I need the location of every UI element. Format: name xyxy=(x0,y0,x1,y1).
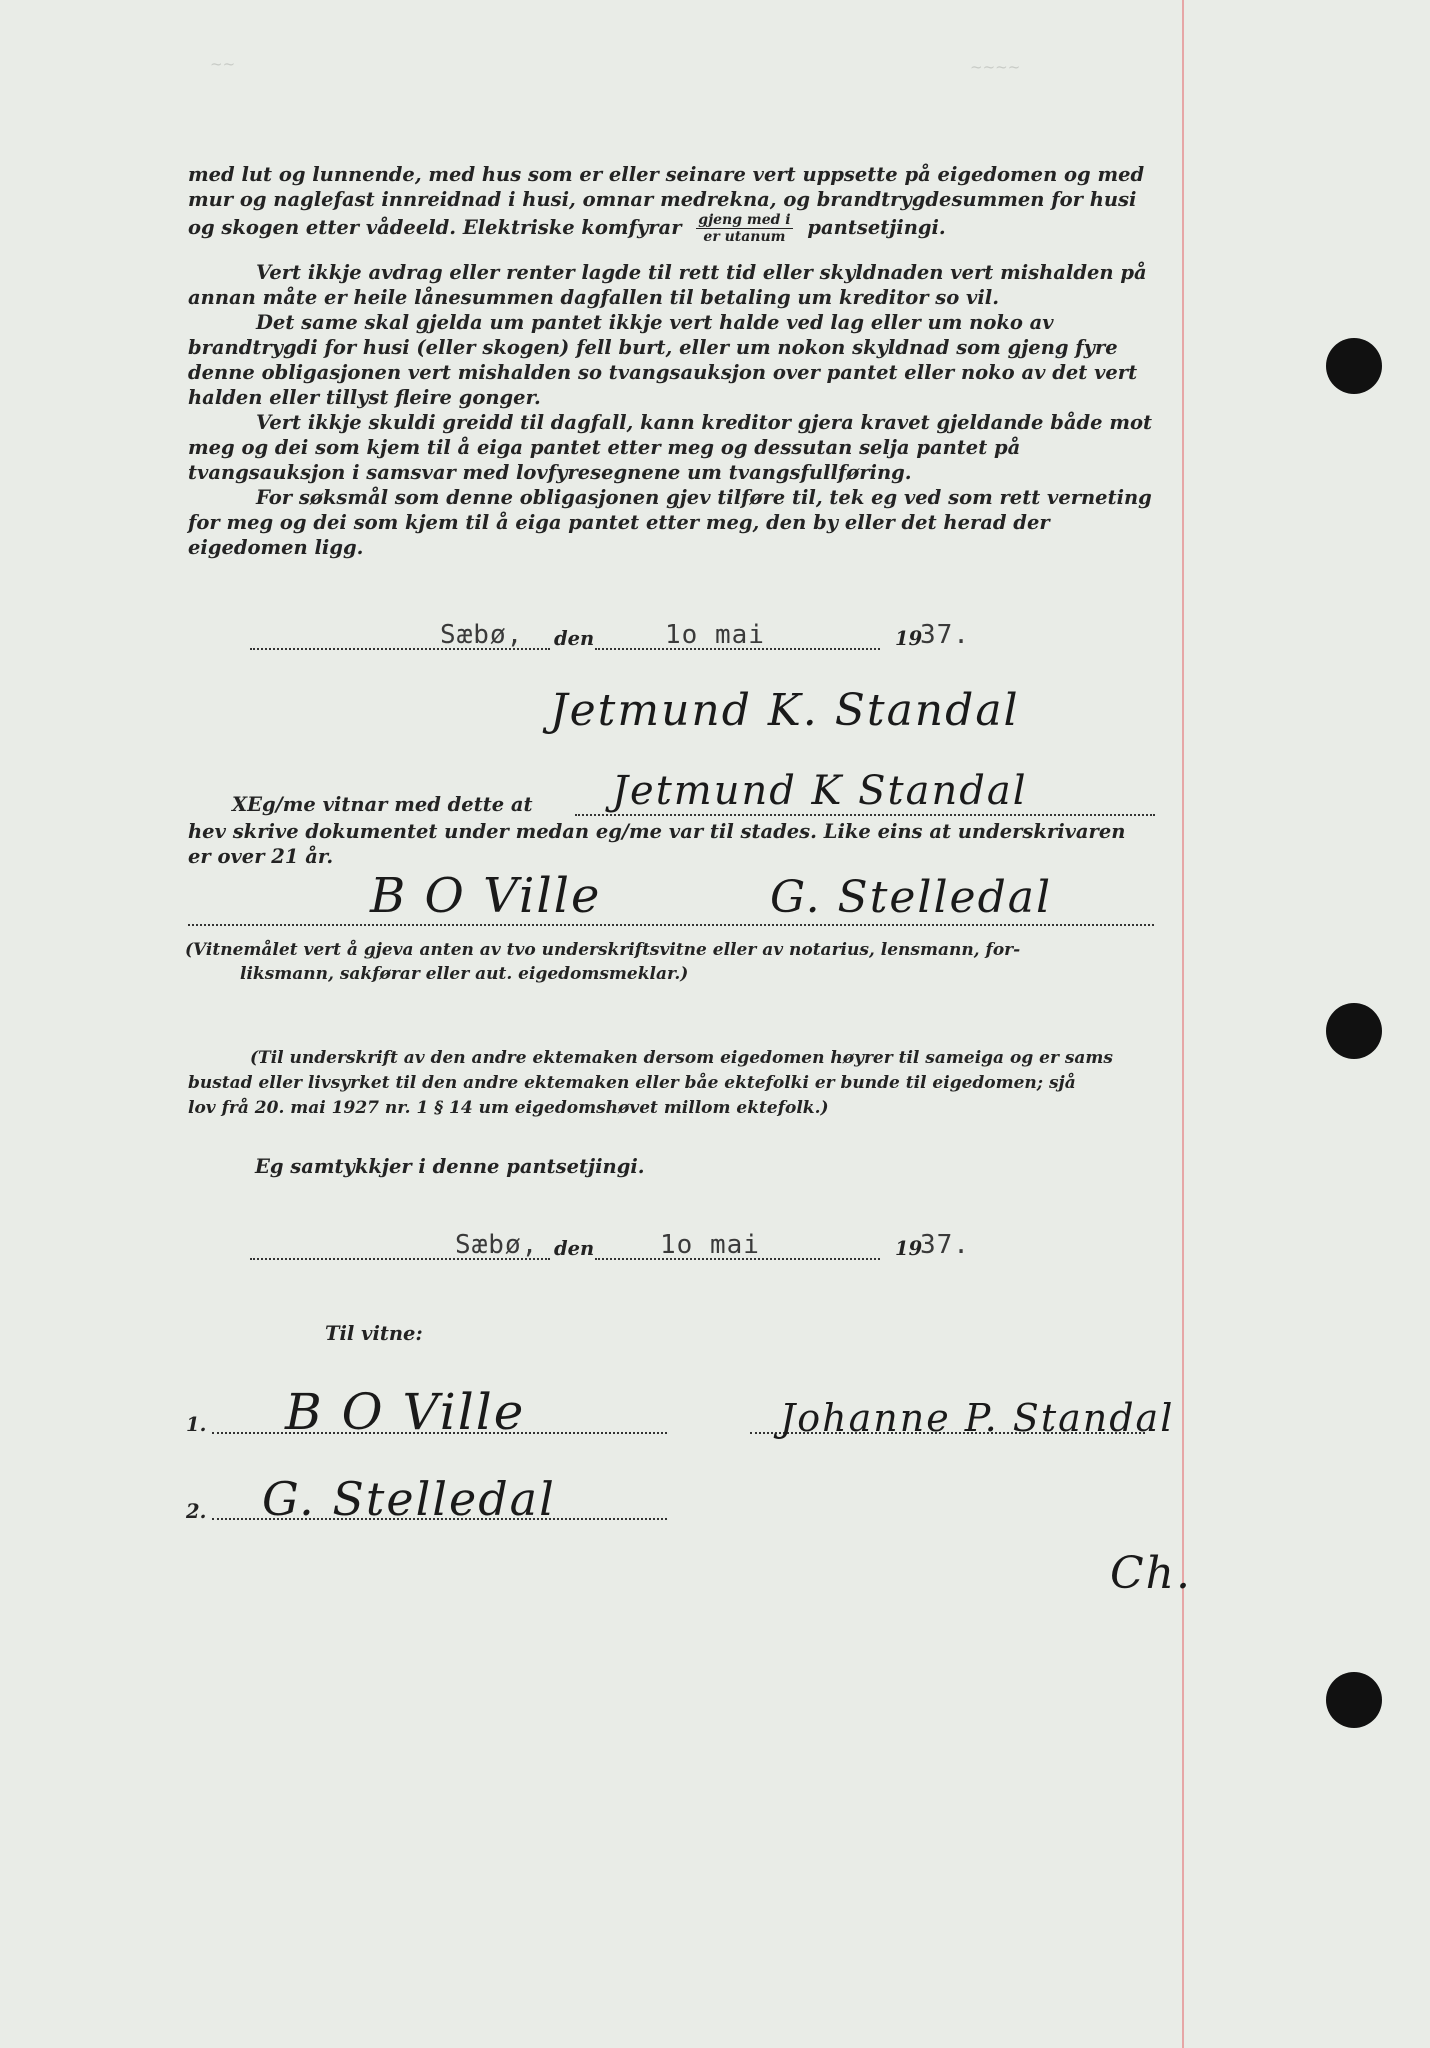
paragraph-text: Det same skal gjelda um pantet ikkje vert halde ved lag eller um noko av brandtrygdi for husi (eller skogen) fell burt, eller um nokon skyldnad som gjeng fyre denne obligasjonen vert mishalden so tvangsauksjon over pantet eller noko av det vert halden eller tillyst fleire gonger. xyxy=(188,311,1138,409)
witnessed-signer-name: Jetmund K Standal xyxy=(612,768,1028,814)
bleed-through-mark: ~~~~ xyxy=(970,58,1021,76)
date-line-1 xyxy=(250,618,1000,658)
witness-list-signature-2: G. Stelledal xyxy=(262,1472,556,1526)
witness-list-signature-1: B O Ville xyxy=(285,1383,526,1441)
fraction-bottom: er utanum xyxy=(703,229,786,245)
witness-note-line2: liksmann, sakførar eller aut. eigedomsmeklar.) xyxy=(240,964,689,984)
date-place: Sæbø, xyxy=(455,1230,539,1260)
text-line: pantsetjingi. xyxy=(807,216,946,239)
paragraph-property xyxy=(188,162,1154,245)
date-line-2 xyxy=(250,1228,1000,1268)
fraction-top: gjeng med i xyxy=(698,212,791,228)
paragraph-text: For søksmål som denne obligasjonen gjev tilføre til, tek eg ved som rett verneting for meg og dei som kjem til å eiga pantet etter meg, den by eller det herad der eigedomen ligg. xyxy=(188,486,1152,559)
witness-num-1: 1. xyxy=(186,1413,207,1436)
witness-statement-line1: XEg/me vitnar med dette at xyxy=(232,793,533,816)
date-year-prefix: 19 xyxy=(895,627,923,650)
text-line: med lut og lunnende, med hus som er eller seinare vert uppsette på eigedomen og med xyxy=(188,163,1145,186)
paragraph-due xyxy=(188,410,1154,485)
paragraph-text: Vert ikkje skuldi greidd til dagfall, kann kreditor gjera kravet gjeldande både mot meg og dei som kjem til å eiga pantet etter meg og dessutan selja pantet på tvangsauksjon i samsvar med lovfyresegnene um tvangsfullføring. xyxy=(188,411,1152,484)
registrar-initials: Ch. xyxy=(1110,1548,1192,1599)
dotted-rule xyxy=(575,814,1155,816)
consent-text: Eg samtykkjer i denne pantsetjingi. xyxy=(255,1155,645,1178)
date-den-label: den xyxy=(554,627,595,650)
date-den-label: den xyxy=(554,1237,595,1260)
paragraph-insurance xyxy=(188,310,1154,410)
witness-num-2: 2. xyxy=(186,1500,207,1523)
dotted-rule xyxy=(188,924,1154,926)
witness-signature-1: B O Ville xyxy=(370,868,602,924)
red-margin-line xyxy=(1182,0,1184,2048)
witness-note-line1: (Vitnemålet vert å gjeva anten av tvo underskriftsvitne eller av notarius, lensmann, for- xyxy=(185,940,1021,960)
option-fraction xyxy=(696,212,792,245)
witness-statement-line2: hev skrive dokumentet under medan eg/me var til stades. Like eins at underskrivaren xyxy=(188,820,1126,843)
text-line: mur og naglefast innreidnad i husi, omnar medrekna, og brandtrygdesummen for husi xyxy=(188,188,1137,211)
punch-hole-top xyxy=(1326,338,1382,394)
date-year-prefix: 19 xyxy=(895,1237,923,1260)
date-year-suffix: 37. xyxy=(920,620,970,650)
paragraph-text: Vert ikkje avdrag eller renter lagde til rett tid eller skyldnaden vert mishalden på annan måte er heile lånesummen dagfallen til betaling um kreditor so vil. xyxy=(188,261,1147,309)
punch-hole-bottom xyxy=(1326,1672,1382,1728)
bleed-through-mark: ~~ xyxy=(210,55,236,73)
spouse-note-line1: (Til underskrift av den andre ektemaken dersom eigedomen høyrer til sameiga og er sams xyxy=(250,1048,1113,1068)
date-day-month: 1o mai xyxy=(660,1230,760,1260)
date-year-suffix: 37. xyxy=(920,1230,970,1260)
date-place: Sæbø, xyxy=(440,620,524,650)
til-vitne-label: Til vitne: xyxy=(325,1322,423,1345)
spouse-note-line3: lov frå 20. mai 1927 nr. 1 § 14 um eigedomshøvet millom ektefolk.) xyxy=(188,1098,829,1118)
punch-hole-middle xyxy=(1326,1003,1382,1059)
witness-signature-2: G. Stelledal xyxy=(770,872,1053,923)
date-day-month: 1o mai xyxy=(665,620,765,650)
witness-statement-line3: er over 21 år. xyxy=(188,845,334,868)
paragraph-default xyxy=(188,260,1154,310)
text-line: og skogen etter vådeeld. Elektriske komfyrar xyxy=(188,216,682,239)
spouse-signature: Johanne P. Standal xyxy=(780,1396,1175,1440)
spouse-note-line2: bustad eller livsyrket til den andre ektemaken eller båe ektefolki er bunde til eigedomen; sjå xyxy=(188,1073,1076,1093)
paragraph-venue xyxy=(188,485,1154,560)
mortgagor-signature: Jetmund K. Standal xyxy=(550,685,1020,736)
